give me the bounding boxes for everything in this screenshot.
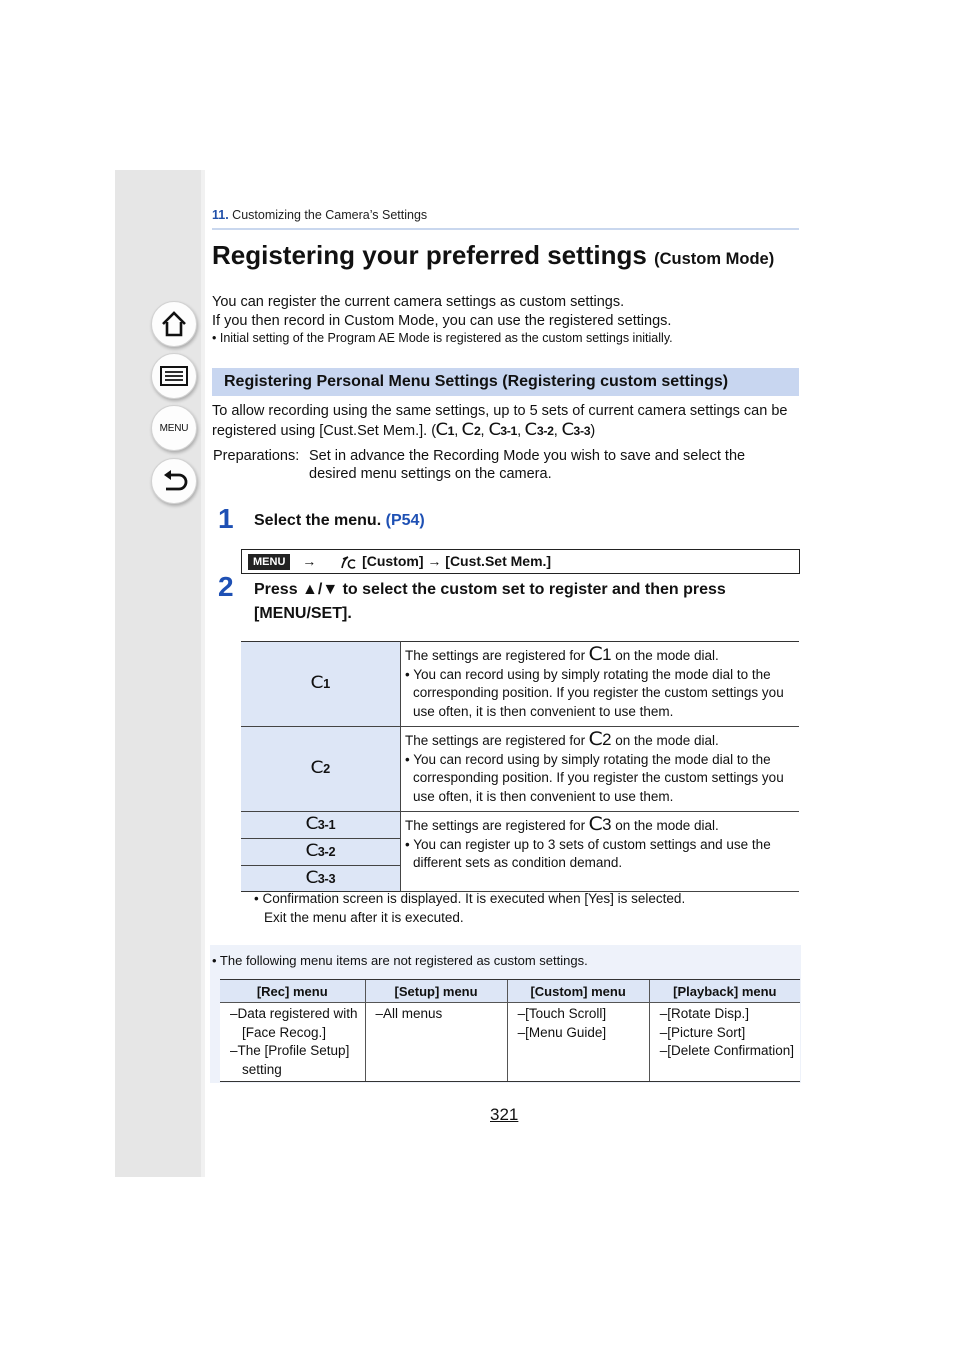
step-1-text: Select the menu. (P54)	[254, 512, 425, 529]
custom-mode-1-description: The settings are registered for C 1 on the mode dial. • You can record using by simply rotating the mode dial to the corresponding position. If you register the custom settings you use often, it is then convenient to use them.	[401, 642, 800, 727]
section-para-line-2: registered using [Cust.Set Mem.]. ( C 1 , C 2 , C 3-1 , C 3-2 , C 3-3 )	[212, 420, 596, 439]
column-header: [Rec] menu	[220, 980, 365, 1003]
contents-button[interactable]	[151, 353, 197, 399]
step-2-text-line-1: Press ▲/▼ to select the custom set to register and then press	[254, 581, 726, 598]
chapter-number: 11.	[212, 208, 229, 222]
menu-button[interactable]	[151, 405, 197, 451]
step-1-number: 1	[218, 503, 234, 534]
menu-path: MENU → [Custom] → [Cust.Set Mem.]	[241, 549, 800, 574]
custom-menu-icon	[340, 555, 358, 569]
custom-mode-1-cell: C 1	[241, 642, 401, 727]
breadcrumb	[212, 208, 799, 230]
playback-menu-cell: –[Rotate Disp.] –[Picture Sort] –[Delete Confirmation]	[649, 1003, 800, 1082]
custom-mode-1-icon: C 1	[435, 420, 455, 439]
chapter-title: Customizing the Camera’s Settings	[232, 208, 428, 222]
menu-path-custom: [Custom]	[362, 553, 424, 569]
intro-line-2: If you then record in Custom Mode, you can use the registered settings.	[212, 313, 672, 329]
page-link-p54[interactable]: (P54)	[385, 512, 425, 529]
custom-mode-2-description: The settings are registered for C 2 on the mode dial. • You can record using by simply rotating the mode dial to the corresponding position. If you register the custom settings you use often, it is then convenient to use them.	[401, 727, 800, 812]
list-icon	[159, 364, 189, 388]
column-header: [Custom] menu	[507, 980, 649, 1003]
menu-path-item: [Cust.Set Mem.]	[445, 553, 552, 569]
preparations-label: Preparations:	[213, 448, 300, 464]
confirmation-note: • Confirmation screen is displayed. It is executed when [Yes] is selected. Exit the menu after it is executed.	[254, 891, 686, 925]
section-para-line-1: To allow recording using the same settings, up to 5 sets of current camera settings can be	[212, 403, 788, 419]
table-row	[241, 812, 799, 839]
memo-text: • The following menu items are not registered as custom settings.	[212, 953, 588, 968]
intro-note: • Initial setting of the Program AE Mode is registered as the custom settings initially.	[212, 331, 673, 345]
column-header: [Setup] menu	[365, 980, 507, 1003]
preparations-line-2: desired menu settings on the camera.	[309, 466, 552, 482]
preparations-line-1: Set in advance the Recording Mode you wish to save and select the	[309, 448, 746, 464]
custom-mode-3-1-cell: C 3-1	[241, 812, 401, 839]
intro-line-1: You can register the current camera settings as custom settings.	[212, 294, 625, 310]
setup-menu-cell: –All menus	[365, 1003, 507, 1082]
excluded-items-table	[220, 979, 800, 1082]
menu-icon: MENU	[159, 422, 189, 434]
rec-menu-cell: –Data registered with [Face Recog.] –The [Profile Setup] setting	[220, 1003, 365, 1082]
custom-mode-3-3-cell: C 3-3	[241, 866, 401, 892]
custom-menu-cell: –[Touch Scroll] –[Menu Guide]	[507, 1003, 649, 1082]
menu-badge-icon: MENU	[248, 554, 290, 570]
table-row	[241, 642, 799, 727]
home-icon	[160, 310, 188, 338]
page-title-sub: (Custom Mode)	[654, 250, 775, 268]
table-row	[241, 727, 799, 812]
custom-mode-3-3-icon: C 3-3	[561, 420, 591, 439]
home-button[interactable]	[151, 301, 197, 347]
custom-mode-3-2-cell: C 3-2	[241, 839, 401, 866]
sidebar-divider	[201, 170, 205, 1177]
memo-box	[210, 945, 801, 1083]
page-number: 321	[490, 1105, 519, 1124]
back-arrow-icon	[160, 467, 188, 495]
custom-mode-2-icon: C 2	[461, 420, 481, 439]
step-2-number: 2	[218, 571, 234, 602]
step-2-text-line-2: [MENU/SET].	[254, 605, 352, 622]
page-title	[212, 240, 774, 271]
back-button[interactable]	[151, 458, 197, 504]
custom-set-table	[241, 641, 799, 892]
section-heading: Registering Personal Menu Settings (Registering custom settings)	[212, 368, 799, 396]
column-header: [Playback] menu	[649, 980, 800, 1003]
custom-mode-2-cell: C 2	[241, 727, 401, 812]
custom-mode-3-1-icon: C 3-1	[488, 420, 518, 439]
page-title-main: Registering your preferred settings	[212, 240, 647, 270]
custom-mode-3-description: The settings are registered for C 3 on the mode dial. • You can register up to 3 sets of custom settings and use the different sets as condition demand.	[401, 812, 800, 892]
custom-mode-3-2-icon: C 3-2	[524, 420, 554, 439]
